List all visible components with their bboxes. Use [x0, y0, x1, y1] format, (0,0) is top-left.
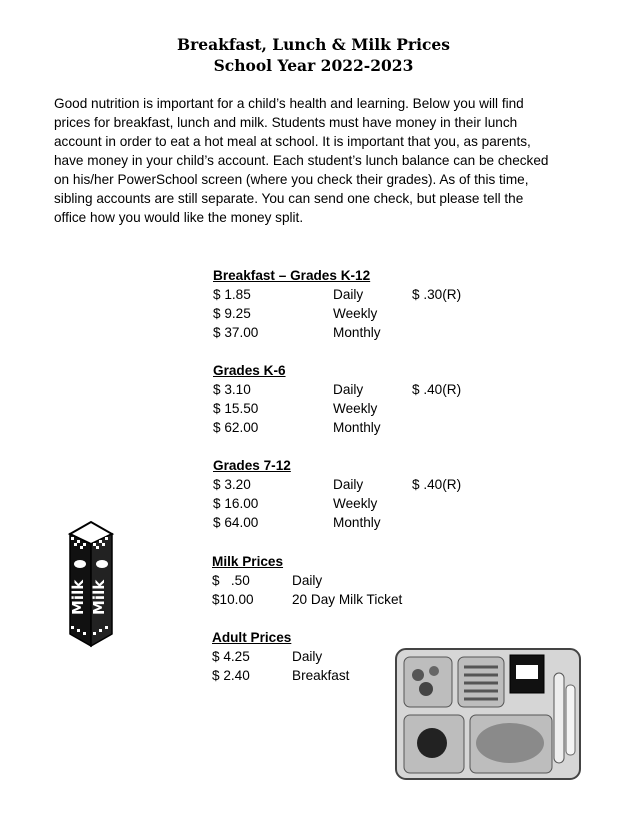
milk-prices-heading: Milk Prices: [212, 554, 284, 569]
intro-line: Good nutrition is important for a child’s health and learning. Below you will find: [54, 96, 524, 111]
adult-prices-heading: Adult Prices: [212, 630, 292, 645]
page-subtitle: School Year 2022-2023: [213, 56, 414, 75]
price-row: [213, 323, 513, 342]
price-row: [213, 475, 513, 494]
price: $ 1.85: [213, 287, 251, 302]
period: Daily: [333, 382, 364, 397]
period: Weekly: [333, 306, 378, 321]
period: Monthly: [333, 325, 381, 340]
grades-7-12-section: [213, 456, 513, 532]
intro-paragraph: [54, 94, 584, 227]
price-row: [213, 380, 513, 399]
period: Daily: [292, 573, 323, 588]
price: $ 3.10: [213, 382, 251, 397]
price-row: [213, 399, 513, 418]
price: $ 64.00: [213, 515, 259, 530]
intro-line: have money in your child’s account. Each student’s lunch balance can be checked: [54, 153, 549, 168]
period: Monthly: [333, 515, 381, 530]
price: $ 9.25: [213, 306, 251, 321]
page-title: Breakfast, Lunch & Milk Prices: [176, 35, 451, 54]
price: $ 37.00: [213, 325, 259, 340]
price-row: [212, 571, 472, 590]
price-row: [213, 494, 513, 513]
milk-carton-icon: [62, 520, 120, 648]
adult-prices-section: [212, 628, 412, 685]
lunch-tray-icon: [394, 645, 582, 783]
price: $ 2.40: [212, 668, 250, 683]
milk-label: Milk: [90, 579, 108, 615]
intro-line: account in order to eat a hot meal at school. It is important that you, as parents,: [54, 134, 531, 149]
breakfast-heading: Breakfast – Grades K-12: [213, 268, 371, 283]
intro-line: office how you would like the money split.: [54, 210, 304, 225]
period: Monthly: [333, 420, 381, 435]
period: Daily: [333, 477, 364, 492]
price-row: [212, 647, 412, 666]
intro-line: on his/her PowerSchool screen (where you check their grades). As of this time,: [54, 172, 529, 187]
reduced-price: $ .30(R): [412, 287, 462, 302]
price-row: [213, 418, 513, 437]
price-row: [213, 304, 513, 323]
grades-k6-section: [213, 361, 513, 437]
price: $ .50: [212, 573, 250, 588]
breakfast-section: [213, 266, 513, 342]
grades-7-12-heading: Grades 7-12: [213, 458, 291, 473]
price: $ 3.20: [213, 477, 251, 492]
price-row: [212, 666, 412, 685]
intro-line: prices for breakfast, lunch and milk. Students must have money in their lunch: [54, 115, 518, 130]
milk-prices-section: [212, 552, 472, 609]
period: Weekly: [333, 401, 378, 416]
price-row: [212, 590, 472, 609]
grades-k6-heading: Grades K-6: [213, 363, 286, 378]
price: $10.00: [212, 592, 254, 607]
period: Weekly: [333, 496, 378, 511]
period: Daily: [333, 287, 364, 302]
period: Breakfast: [292, 668, 350, 683]
price: $ 4.25: [212, 649, 250, 664]
price-row: [213, 285, 513, 304]
period: Daily: [292, 649, 323, 664]
price-row: [213, 513, 513, 532]
reduced-price: $ .40(R): [412, 382, 462, 397]
milk-label: Milk: [69, 579, 87, 615]
intro-line: sibling accounts are still separate. You can send one check, but please tell the: [54, 191, 524, 206]
reduced-price: $ .40(R): [412, 477, 462, 492]
price: $ 16.00: [213, 496, 259, 511]
price: $ 15.50: [213, 401, 259, 416]
price: $ 62.00: [213, 420, 259, 435]
period: 20 Day Milk Ticket: [292, 592, 403, 607]
